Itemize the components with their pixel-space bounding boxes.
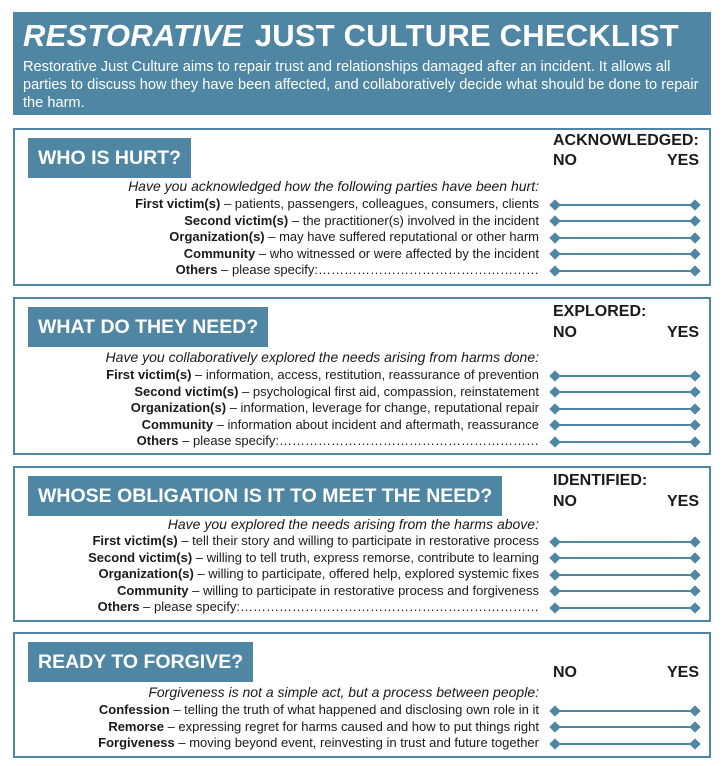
status-label: ACKNOWLEDGED: bbox=[553, 132, 699, 149]
scale-yes-end-diamond bbox=[689, 232, 700, 243]
scale-line bbox=[555, 541, 695, 543]
no-yes-rating-scale[interactable] bbox=[551, 249, 699, 259]
party-description: – expressing regret for harms caused and how to put things right bbox=[163, 718, 539, 734]
scale-no-end-diamond bbox=[549, 232, 560, 243]
no-yes-rating-scale[interactable] bbox=[551, 200, 699, 210]
scale-line bbox=[555, 441, 695, 443]
scale-no-end-diamond bbox=[549, 569, 560, 580]
scale-yes-end-diamond bbox=[689, 436, 700, 447]
party-description: – willing to tell truth, express remorse, contribute to learning bbox=[192, 549, 539, 565]
scale-no-end-diamond bbox=[549, 215, 560, 226]
scale-line bbox=[555, 237, 695, 239]
party-description: – please specify:…………………………………………… bbox=[217, 262, 539, 277]
row-list bbox=[106, 367, 539, 450]
scale-yes-end-diamond bbox=[689, 419, 700, 430]
no-label: NO bbox=[553, 152, 577, 169]
checklist-row bbox=[106, 417, 539, 434]
no-yes-rating-scale[interactable] bbox=[551, 387, 699, 397]
checklist-row bbox=[135, 196, 539, 213]
no-yes-rating-scale[interactable] bbox=[551, 722, 699, 732]
party-label: Organization(s) bbox=[169, 229, 265, 244]
checklist-row bbox=[106, 384, 539, 401]
scale-line bbox=[555, 253, 695, 255]
scale-no-end-diamond bbox=[549, 552, 560, 563]
scale-no-end-diamond bbox=[549, 705, 560, 716]
title-rest: JUST CULTURE CHECKLIST bbox=[254, 18, 679, 53]
scale-line bbox=[555, 204, 695, 206]
scale-line bbox=[555, 590, 695, 592]
party-label: Community bbox=[141, 416, 214, 432]
page-title bbox=[23, 18, 701, 54]
party-description: – willing to participate, offered help, explored systemic fixes bbox=[193, 566, 539, 581]
party-description: – information, access, restitution, reassurance of prevention bbox=[191, 367, 539, 382]
status-label: EXPLORED: bbox=[553, 303, 647, 320]
section-whose-obligation bbox=[13, 466, 711, 622]
party-label: Community bbox=[117, 582, 189, 598]
yes-label: YES bbox=[667, 493, 700, 510]
scale-no-end-diamond bbox=[549, 199, 560, 210]
scale-no-end-diamond bbox=[549, 265, 560, 276]
scale-yes-end-diamond bbox=[689, 386, 700, 397]
party-description: – telling the truth of what happened and disclosing own role in it bbox=[169, 702, 539, 717]
scale-no-end-diamond bbox=[549, 536, 560, 547]
scale-line bbox=[555, 391, 695, 393]
scale-no-end-diamond bbox=[549, 248, 560, 259]
party-label: Remorse bbox=[108, 718, 164, 734]
party-description: – tell their story and willing to participate in restorative process bbox=[177, 533, 539, 548]
checklist-row bbox=[106, 433, 539, 450]
no-label: NO bbox=[553, 664, 577, 681]
scale-yes-end-diamond bbox=[689, 403, 700, 414]
scale-line bbox=[555, 743, 695, 745]
party-label: Second victim(s) bbox=[88, 549, 193, 565]
section-title: READY TO FORGIVE? bbox=[28, 642, 253, 682]
checklist-row bbox=[88, 533, 539, 550]
party-description: – patients, passengers, colleagues, consumers, clients bbox=[220, 196, 539, 211]
section-who-is-hurt bbox=[13, 128, 711, 286]
row-list bbox=[98, 702, 539, 752]
section-what-do-they-need bbox=[13, 297, 711, 455]
scale-line bbox=[555, 270, 695, 272]
section-prompt: Have you collaboratively explored the needs arising from harms done: bbox=[105, 349, 539, 365]
no-yes-rating-scale[interactable] bbox=[551, 603, 699, 613]
checklist-row bbox=[135, 213, 539, 230]
party-description: – information, leverage for change, reputational repair bbox=[226, 400, 539, 415]
checklist-row bbox=[106, 367, 539, 384]
no-yes-rating-scale[interactable] bbox=[551, 739, 699, 749]
no-yes-rating-scale[interactable] bbox=[551, 420, 699, 430]
yes-label: YES bbox=[667, 664, 700, 681]
yes-label: YES bbox=[667, 324, 700, 341]
party-description: – the practitioner(s) involved in the incident bbox=[288, 212, 539, 228]
party-label: Organization(s) bbox=[130, 400, 227, 415]
checklist-row bbox=[88, 566, 539, 583]
scale-yes-end-diamond bbox=[689, 536, 700, 547]
no-label: NO bbox=[553, 493, 577, 510]
party-description: – psychological first aid, compassion, reinstatement bbox=[238, 383, 539, 399]
scale-line bbox=[555, 375, 695, 377]
no-label: NO bbox=[553, 324, 577, 341]
no-yes-rating-scale[interactable] bbox=[551, 216, 699, 226]
no-yes-rating-scale[interactable] bbox=[551, 570, 699, 580]
scale-line bbox=[555, 408, 695, 410]
header-banner bbox=[13, 12, 711, 115]
scale-no-end-diamond bbox=[549, 738, 560, 749]
scale-line bbox=[555, 220, 695, 222]
scale-no-end-diamond bbox=[549, 419, 560, 430]
section-title: WHAT DO THEY NEED? bbox=[28, 307, 268, 347]
party-label: Second victim(s) bbox=[134, 383, 239, 399]
scale-no-end-diamond bbox=[549, 585, 560, 596]
party-label: First victim(s) bbox=[92, 533, 178, 548]
scale-yes-end-diamond bbox=[689, 585, 700, 596]
checklist-row bbox=[88, 583, 539, 600]
scale-line bbox=[555, 424, 695, 426]
no-yes-rating-scale[interactable] bbox=[551, 404, 699, 414]
scale-no-end-diamond bbox=[549, 721, 560, 732]
scale-yes-end-diamond bbox=[689, 569, 700, 580]
checklist-row bbox=[135, 246, 539, 263]
scale-yes-end-diamond bbox=[689, 738, 700, 749]
scale-line bbox=[555, 574, 695, 576]
checklist-row bbox=[98, 735, 539, 752]
no-yes-rating-scale[interactable] bbox=[551, 706, 699, 716]
no-yes-rating-scale[interactable] bbox=[551, 233, 699, 243]
scale-no-end-diamond bbox=[549, 370, 560, 381]
title-emphasis: RESTORATIVE bbox=[23, 18, 243, 53]
no-yes-rating-scale[interactable] bbox=[551, 537, 699, 547]
yes-label: YES bbox=[667, 152, 700, 169]
scale-line bbox=[555, 710, 695, 712]
scale-line bbox=[555, 557, 695, 559]
section-title: WHO IS HURT? bbox=[28, 138, 191, 178]
party-description: – who witnessed or were affected by the incident bbox=[255, 245, 539, 261]
status-label: IDENTIFIED: bbox=[553, 472, 648, 489]
scale-yes-end-diamond bbox=[689, 705, 700, 716]
scale-no-end-diamond bbox=[549, 602, 560, 613]
scale-yes-end-diamond bbox=[689, 215, 700, 226]
checklist-row bbox=[135, 229, 539, 246]
party-label: Organization(s) bbox=[98, 566, 194, 581]
party-label: Others bbox=[97, 599, 140, 614]
no-yes-rating-scale[interactable] bbox=[551, 266, 699, 276]
scale-yes-end-diamond bbox=[689, 552, 700, 563]
row-list bbox=[88, 533, 539, 616]
no-yes-rating-scale[interactable] bbox=[551, 437, 699, 447]
scale-yes-end-diamond bbox=[689, 602, 700, 613]
scale-yes-end-diamond bbox=[689, 199, 700, 210]
section-ready-to-forgive bbox=[13, 632, 711, 758]
party-description: – moving beyond event, reinvesting in trust and future together bbox=[174, 735, 539, 750]
no-yes-rating-scale[interactable] bbox=[551, 553, 699, 563]
scale-line bbox=[555, 607, 695, 609]
checklist-row bbox=[88, 550, 539, 567]
scale-yes-end-diamond bbox=[689, 265, 700, 276]
scale-no-end-diamond bbox=[549, 436, 560, 447]
no-yes-rating-scale[interactable] bbox=[551, 586, 699, 596]
section-prompt: Have you acknowledged how the following parties have been hurt: bbox=[128, 178, 539, 194]
party-label: Confession bbox=[98, 702, 170, 717]
section-title: WHOSE OBLIGATION IS IT TO MEET THE NEED? bbox=[28, 476, 502, 516]
party-label: First victim(s) bbox=[135, 196, 221, 211]
checklist-row bbox=[98, 719, 539, 736]
intro-text: Restorative Just Culture aims to repair trust and relationships damaged after an incident. It allows all parties to discuss how they have been affected, and collaboratively decide what should be done to repair the harm. bbox=[23, 59, 699, 111]
scale-yes-end-diamond bbox=[689, 248, 700, 259]
checklist-row bbox=[106, 400, 539, 417]
party-description: – please specify:…………………………………………………………… bbox=[139, 599, 539, 614]
party-description: – may have suffered reputational or other harm bbox=[264, 229, 539, 244]
checklist-row bbox=[98, 702, 539, 719]
party-description: – willing to participate in restorative process and forgiveness bbox=[188, 582, 539, 598]
scale-no-end-diamond bbox=[549, 403, 560, 414]
row-list bbox=[135, 196, 539, 279]
no-yes-rating-scale[interactable] bbox=[551, 371, 699, 381]
checklist-row bbox=[88, 599, 539, 616]
section-prompt: Forgiveness is not a simple act, but a process between people: bbox=[148, 684, 539, 700]
party-label: Others bbox=[136, 433, 179, 448]
party-label: Forgiveness bbox=[98, 735, 175, 750]
party-label: Second victim(s) bbox=[184, 212, 289, 228]
checklist-row bbox=[135, 262, 539, 279]
scale-yes-end-diamond bbox=[689, 721, 700, 732]
party-label: Others bbox=[175, 262, 218, 277]
scale-line bbox=[555, 726, 695, 728]
party-label: Community bbox=[183, 245, 256, 261]
section-prompt: Have you explored the needs arising from the harms above: bbox=[167, 516, 539, 532]
scale-yes-end-diamond bbox=[689, 370, 700, 381]
scale-no-end-diamond bbox=[549, 386, 560, 397]
party-description: – information about incident and aftermath, reassurance bbox=[213, 416, 539, 432]
party-description: – please specify:…………………………………………………… bbox=[178, 433, 539, 448]
party-label: First victim(s) bbox=[106, 367, 192, 382]
